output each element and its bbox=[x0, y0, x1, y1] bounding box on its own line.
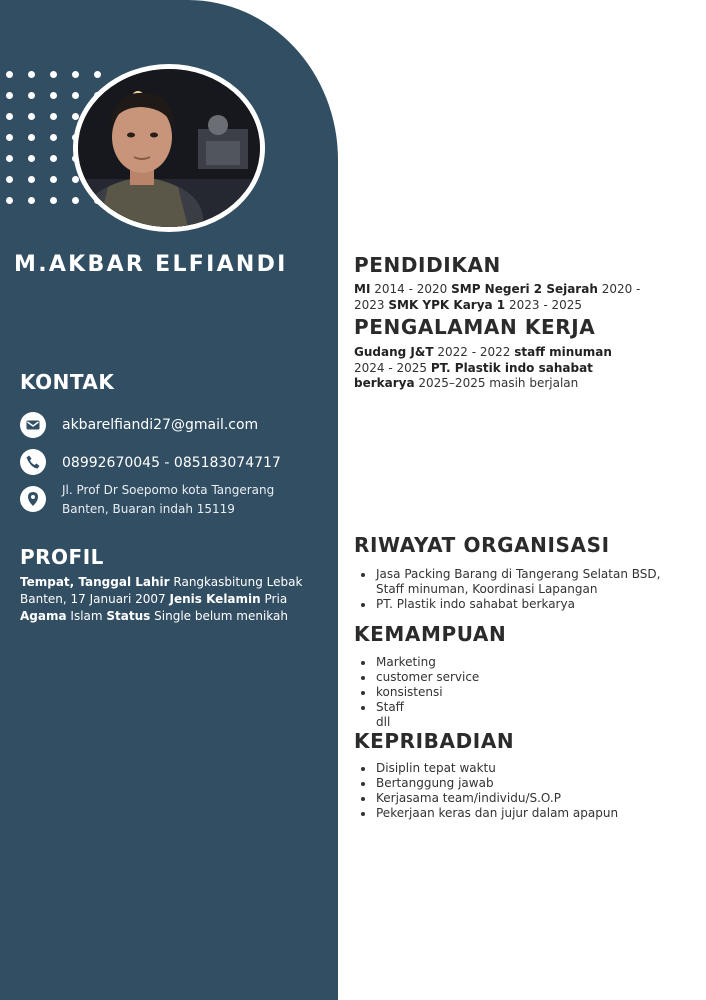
personality-list bbox=[356, 761, 676, 821]
contact-heading: KONTAK bbox=[20, 370, 115, 394]
organization-list bbox=[356, 567, 666, 612]
experience-years-1: 2022 - 2022 bbox=[437, 345, 511, 359]
phone-icon bbox=[20, 449, 46, 475]
list-item: Marketing bbox=[356, 655, 656, 670]
organization-heading: RIWAYAT ORGANISASI bbox=[354, 533, 610, 557]
contact-phone[interactable]: 08992670045 - 085183074717 bbox=[62, 455, 281, 471]
envelope-icon bbox=[20, 412, 46, 438]
education-details bbox=[354, 282, 654, 313]
status-value: Single belum menikah bbox=[154, 609, 288, 623]
profile-photo bbox=[78, 69, 260, 227]
education-years-1: 2014 - 2020 bbox=[374, 282, 448, 296]
experience-years-3: 2025–2025 masih berjalan bbox=[418, 376, 579, 390]
experience-heading: PENGALAMAN KERJA bbox=[354, 315, 596, 339]
birth-label: Tempat, Tanggal Lahir bbox=[20, 575, 170, 589]
list-item: Pekerjaan keras dan jujur dalam apapun bbox=[356, 806, 676, 821]
profile-details bbox=[20, 574, 330, 625]
experience-details bbox=[354, 345, 634, 392]
list-item: Kerjasama team/individu/S.O.P bbox=[356, 791, 676, 806]
experience-company-3: PT. Plastik indo sahabat berkarya bbox=[354, 360, 593, 390]
gender-label: Jenis Kelamin bbox=[169, 592, 261, 606]
education-school-1: MI bbox=[354, 282, 371, 296]
profile-heading: PROFIL bbox=[20, 545, 104, 569]
personality-heading: KEPRIBADIAN bbox=[354, 729, 515, 753]
status-label: Status bbox=[106, 609, 151, 623]
experience-company-1: Gudang J&T bbox=[354, 345, 434, 359]
address-line-1: Jl. Prof Dr Soepomo kota Tangerang bbox=[62, 483, 275, 497]
birth-value: Rangkasbitung Lebak Banten, 17 Januari 2007 bbox=[20, 575, 303, 606]
address-line-2: Banten, Buaran indah 15119 bbox=[62, 502, 235, 516]
education-years-2: 2020 - 2023 bbox=[354, 282, 641, 312]
list-item: PT. Plastik indo sahabat berkarya bbox=[356, 597, 666, 612]
skills-heading: KEMAMPUAN bbox=[354, 622, 507, 646]
experience-years-2: 2024 - 2025 bbox=[354, 360, 428, 375]
list-item: Staff bbox=[356, 700, 656, 715]
education-school-2: SMP Negeri 2 Sejarah bbox=[451, 282, 598, 296]
list-item: Bertanggung jawab bbox=[356, 776, 676, 791]
education-years-3: 2023 - 2025 bbox=[509, 297, 583, 312]
list-item: Disiplin tepat waktu bbox=[356, 761, 676, 776]
religion-label: Agama bbox=[20, 609, 67, 623]
experience-company-2: staff minuman bbox=[514, 345, 612, 359]
full-name: M.AKBAR ELFIANDI bbox=[14, 252, 288, 277]
location-pin-icon bbox=[20, 486, 46, 512]
list-item-extra: dll bbox=[376, 715, 391, 729]
list-item: customer service bbox=[356, 670, 656, 685]
list-item: Jasa Packing Barang di Tangerang Selatan BSD, Staff minuman, Koordinasi Lapangan bbox=[356, 567, 666, 597]
education-school-3: SMK YPK Karya 1 bbox=[388, 297, 506, 312]
list-item: konsistensi bbox=[356, 685, 656, 700]
contact-email[interactable]: akbarelfiandi27@gmail.com bbox=[62, 417, 259, 433]
religion-value: Islam bbox=[70, 609, 103, 623]
contact-address bbox=[62, 481, 274, 519]
gender-value: Pria bbox=[264, 592, 288, 606]
skills-list bbox=[356, 655, 656, 730]
education-heading: PENDIDIKAN bbox=[354, 253, 501, 277]
